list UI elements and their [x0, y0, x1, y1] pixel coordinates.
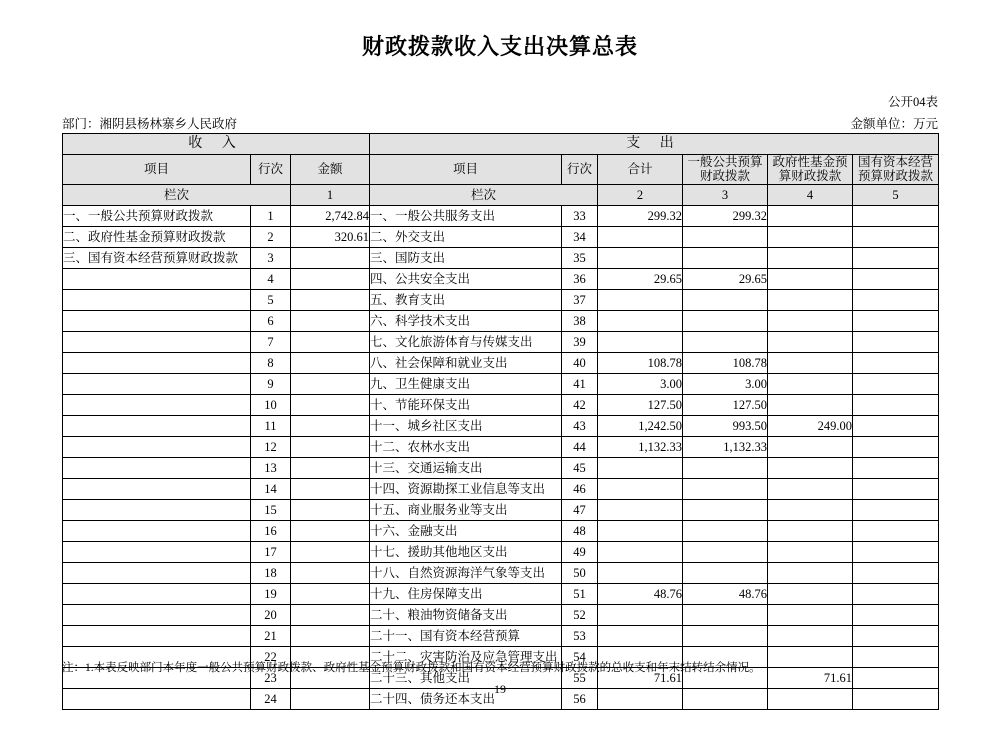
income-item-cell: 三、国有资本经营预算财政拨款 — [63, 247, 251, 268]
income-amount-cell — [291, 310, 370, 331]
expense-item-cell: 四、公共安全支出 — [370, 268, 562, 289]
expense-general-cell — [683, 226, 768, 247]
expense-capital-cell — [853, 541, 939, 562]
form-code: 公开04表 — [887, 95, 938, 109]
header-expense-capital: 国有资本经营预算财政拨款 — [853, 155, 939, 185]
income-item-cell — [63, 331, 251, 352]
income-amount-cell — [291, 625, 370, 646]
expense-general-cell — [683, 604, 768, 625]
expense-capital-cell — [853, 604, 939, 625]
expense-rownum-cell: 47 — [562, 499, 598, 520]
expense-total-cell — [598, 541, 683, 562]
table-row — [63, 247, 939, 268]
expense-fund-cell — [768, 520, 853, 541]
expense-general-cell: 127.50 — [683, 394, 768, 415]
income-rownum-cell: 19 — [251, 583, 291, 604]
income-rownum-cell: 1 — [251, 205, 291, 226]
expense-capital-cell — [853, 289, 939, 310]
expense-total-cell — [598, 247, 683, 268]
income-amount-cell — [291, 331, 370, 352]
expense-general-cell — [683, 310, 768, 331]
expense-total-cell: 1,132.33 — [598, 436, 683, 457]
income-item-cell — [63, 604, 251, 625]
income-item-cell — [63, 289, 251, 310]
expense-total-cell: 48.76 — [598, 583, 683, 604]
expense-item-cell: 六、科学技术支出 — [370, 310, 562, 331]
expense-rownum-cell: 34 — [562, 226, 598, 247]
expense-item-cell: 二十一、国有资本经营预算 — [370, 625, 562, 646]
document-page — [0, 30, 1000, 736]
income-item-cell: 一、一般公共预算财政拨款 — [63, 205, 251, 226]
expense-fund-cell: 249.00 — [768, 415, 853, 436]
income-column-number-1: 1 — [291, 184, 370, 205]
expense-capital-cell — [853, 646, 939, 667]
table-row — [63, 499, 939, 520]
header-expense-item: 项目 — [370, 155, 562, 185]
expense-total-cell — [598, 520, 683, 541]
income-amount-cell — [291, 268, 370, 289]
expense-general-cell — [683, 499, 768, 520]
expense-fund-cell — [768, 205, 853, 226]
table-row — [63, 373, 939, 394]
income-amount-cell — [291, 583, 370, 604]
expense-rownum-cell: 50 — [562, 562, 598, 583]
expense-rownum-cell: 41 — [562, 373, 598, 394]
income-amount-cell — [291, 247, 370, 268]
expense-total-cell — [598, 226, 683, 247]
table-row — [63, 310, 939, 331]
expense-rownum-cell: 56 — [562, 688, 598, 709]
expense-rownum-cell: 45 — [562, 457, 598, 478]
expense-column-number-3: 3 — [683, 184, 768, 205]
income-amount-cell — [291, 352, 370, 373]
expense-rownum-cell: 33 — [562, 205, 598, 226]
expense-fund-cell — [768, 604, 853, 625]
expense-total-cell — [598, 625, 683, 646]
expense-rownum-cell: 46 — [562, 478, 598, 499]
expense-item-cell: 二十四、债务还本支出 — [370, 688, 562, 709]
expense-rownum-cell: 35 — [562, 247, 598, 268]
expense-fund-cell: 71.61 — [768, 667, 853, 688]
header-income-item: 项目 — [63, 155, 251, 185]
income-item-cell — [63, 415, 251, 436]
expense-item-cell: 二、外交支出 — [370, 226, 562, 247]
expense-capital-cell — [853, 268, 939, 289]
income-rownum-cell: 14 — [251, 478, 291, 499]
page-title: 财政拨款收入支出决算总表 — [361, 34, 638, 59]
expense-item-cell: 七、文化旅游体育与传媒支出 — [370, 331, 562, 352]
page-number: 19 — [494, 682, 506, 696]
expense-fund-cell — [768, 331, 853, 352]
income-rownum-cell: 3 — [251, 247, 291, 268]
amount-unit-note: 金额单位：万元 — [850, 117, 938, 131]
expense-capital-cell — [853, 499, 939, 520]
expense-fund-cell — [768, 289, 853, 310]
expense-item-cell: 十二、农林水支出 — [370, 436, 562, 457]
expense-total-cell: 3.00 — [598, 373, 683, 394]
expense-fund-cell — [768, 436, 853, 457]
expense-general-cell: 299.32 — [683, 205, 768, 226]
expense-general-cell — [683, 478, 768, 499]
expense-item-cell: 十七、援助其他地区支出 — [370, 541, 562, 562]
income-item-cell — [63, 583, 251, 604]
expense-general-cell — [683, 562, 768, 583]
expense-capital-cell — [853, 562, 939, 583]
expense-total-cell — [598, 604, 683, 625]
expense-general-cell: 3.00 — [683, 373, 768, 394]
expense-fund-cell — [768, 583, 853, 604]
income-amount-cell — [291, 457, 370, 478]
expense-rownum-cell: 43 — [562, 415, 598, 436]
income-item-cell — [63, 310, 251, 331]
expense-item-cell: 十一、城乡社区支出 — [370, 415, 562, 436]
income-amount-cell — [291, 604, 370, 625]
expense-general-cell — [683, 247, 768, 268]
income-item-cell — [63, 436, 251, 457]
table-row — [63, 268, 939, 289]
table-group-header-row — [63, 134, 939, 155]
expense-capital-cell — [853, 625, 939, 646]
expense-fund-cell — [768, 562, 853, 583]
expense-rownum-cell: 38 — [562, 310, 598, 331]
table-row — [63, 289, 939, 310]
table-row — [63, 541, 939, 562]
expense-rownum-cell: 40 — [562, 352, 598, 373]
income-item-cell — [63, 457, 251, 478]
expense-capital-cell — [853, 415, 939, 436]
income-item-cell: 二、政府性基金预算财政拨款 — [63, 226, 251, 247]
income-rownum-cell: 11 — [251, 415, 291, 436]
expense-rownum-cell: 44 — [562, 436, 598, 457]
expense-total-cell — [598, 310, 683, 331]
expense-capital-cell — [853, 583, 939, 604]
expense-group-header: 支 出 — [370, 134, 939, 155]
expense-capital-cell — [853, 205, 939, 226]
expense-general-cell: 108.78 — [683, 352, 768, 373]
expense-rownum-cell: 55 — [562, 667, 598, 688]
financial-allocation-table — [62, 133, 939, 710]
expense-general-cell — [683, 331, 768, 352]
expense-fund-cell — [768, 268, 853, 289]
income-amount-cell — [291, 562, 370, 583]
expense-item-cell: 三、国防支出 — [370, 247, 562, 268]
income-amount-cell — [291, 415, 370, 436]
income-rownum-cell: 24 — [251, 688, 291, 709]
expense-total-cell: 1,242.50 — [598, 415, 683, 436]
income-amount-cell — [291, 289, 370, 310]
header-expense-general: 一般公共预算财政拨款 — [683, 155, 768, 185]
expense-rownum-cell: 42 — [562, 394, 598, 415]
income-amount-cell — [291, 394, 370, 415]
income-item-cell — [63, 562, 251, 583]
table-footnote: 注：1.本表反映部门本年度一般公共预算财政拨款、政府性基金预算财政拨款和国有资本经营预算财政拨款的总收支和年末结转结余情况。 — [62, 662, 761, 674]
income-item-cell — [63, 352, 251, 373]
income-amount-cell — [291, 478, 370, 499]
expense-total-cell: 29.65 — [598, 268, 683, 289]
table-row — [63, 604, 939, 625]
income-rownum-cell: 2 — [251, 226, 291, 247]
income-item-cell — [63, 541, 251, 562]
table-row — [63, 226, 939, 247]
expense-capital-cell — [853, 247, 939, 268]
expense-item-cell: 十九、住房保障支出 — [370, 583, 562, 604]
income-rownum-cell: 12 — [251, 436, 291, 457]
income-item-cell — [63, 478, 251, 499]
expense-total-cell: 299.32 — [598, 205, 683, 226]
header-income-rownum: 行次 — [251, 155, 291, 185]
income-amount-cell — [291, 436, 370, 457]
income-rownum-cell: 16 — [251, 520, 291, 541]
income-item-cell — [63, 394, 251, 415]
income-rownum-cell: 15 — [251, 499, 291, 520]
expense-capital-cell — [853, 520, 939, 541]
income-rownum-cell: 13 — [251, 457, 291, 478]
income-rownum-cell: 18 — [251, 562, 291, 583]
income-column-label: 栏次 — [63, 184, 291, 205]
table-row — [63, 457, 939, 478]
expense-fund-cell — [768, 352, 853, 373]
income-rownum-cell: 20 — [251, 604, 291, 625]
table-body — [63, 205, 939, 709]
expense-general-cell: 1,132.33 — [683, 436, 768, 457]
expense-item-cell: 二十二、灾害防治及应急管理支出 — [370, 646, 562, 667]
expense-item-cell: 一、一般公共服务支出 — [370, 205, 562, 226]
income-rownum-cell: 17 — [251, 541, 291, 562]
expense-capital-cell — [853, 436, 939, 457]
table-row — [63, 436, 939, 457]
expense-total-cell — [598, 289, 683, 310]
expense-rownum-cell: 49 — [562, 541, 598, 562]
table-column-number-row — [63, 184, 939, 205]
header-expense-fund: 政府性基金预算财政拨款 — [768, 155, 853, 185]
table-row — [63, 352, 939, 373]
expense-item-cell: 二十三、其他支出 — [370, 667, 562, 688]
expense-fund-cell — [768, 625, 853, 646]
expense-item-cell: 十四、资源勘探工业信息等支出 — [370, 478, 562, 499]
table-row — [63, 205, 939, 226]
expense-fund-cell — [768, 478, 853, 499]
expense-fund-cell — [768, 541, 853, 562]
expense-total-cell — [598, 457, 683, 478]
expense-rownum-cell: 48 — [562, 520, 598, 541]
income-rownum-cell: 23 — [251, 667, 291, 688]
expense-fund-cell — [768, 310, 853, 331]
income-item-cell — [63, 625, 251, 646]
income-rownum-cell: 21 — [251, 625, 291, 646]
expense-general-cell — [683, 520, 768, 541]
expense-fund-cell — [768, 247, 853, 268]
income-amount-cell — [291, 541, 370, 562]
expense-rownum-cell: 54 — [562, 646, 598, 667]
expense-column-number-4: 4 — [768, 184, 853, 205]
expense-column-number-2: 2 — [598, 184, 683, 205]
expense-total-cell: 127.50 — [598, 394, 683, 415]
table-row — [63, 625, 939, 646]
expense-capital-cell — [853, 394, 939, 415]
income-amount-cell: 320.61 — [291, 226, 370, 247]
expense-rownum-cell: 36 — [562, 268, 598, 289]
expense-fund-cell — [768, 373, 853, 394]
income-rownum-cell: 8 — [251, 352, 291, 373]
expense-rownum-cell: 52 — [562, 604, 598, 625]
expense-general-cell: 48.76 — [683, 583, 768, 604]
income-rownum-cell: 4 — [251, 268, 291, 289]
budget-table-wrapper — [62, 133, 938, 710]
expense-general-cell — [683, 541, 768, 562]
income-amount-cell — [291, 373, 370, 394]
income-rownum-cell: 7 — [251, 331, 291, 352]
expense-rownum-cell: 39 — [562, 331, 598, 352]
income-rownum-cell: 10 — [251, 394, 291, 415]
expense-fund-cell — [768, 226, 853, 247]
department-name: 部门：湘阴县杨林寨乡人民政府 — [62, 117, 238, 131]
expense-item-cell: 五、教育支出 — [370, 289, 562, 310]
expense-total-cell — [598, 478, 683, 499]
income-amount-cell — [291, 499, 370, 520]
expense-item-cell: 十六、金融支出 — [370, 520, 562, 541]
income-item-cell — [63, 373, 251, 394]
expense-general-cell — [683, 289, 768, 310]
table-row — [63, 520, 939, 541]
expense-fund-cell — [768, 457, 853, 478]
header-expense-total: 合计 — [598, 155, 683, 185]
income-rownum-cell: 5 — [251, 289, 291, 310]
income-rownum-cell: 22 — [251, 646, 291, 667]
table-row — [63, 331, 939, 352]
expense-item-cell: 十三、交通运输支出 — [370, 457, 562, 478]
table-row — [63, 478, 939, 499]
expense-capital-cell — [853, 331, 939, 352]
expense-item-cell: 十八、自然资源海洋气象等支出 — [370, 562, 562, 583]
income-amount-cell — [291, 520, 370, 541]
income-amount-cell: 2,742.84 — [291, 205, 370, 226]
expense-capital-cell — [853, 310, 939, 331]
table-row — [63, 415, 939, 436]
table-row — [63, 394, 939, 415]
table-row — [63, 583, 939, 604]
expense-total-cell — [598, 562, 683, 583]
income-group-header: 收 入 — [63, 134, 370, 155]
expense-total-cell — [598, 331, 683, 352]
expense-capital-cell — [853, 478, 939, 499]
expense-rownum-cell: 51 — [562, 583, 598, 604]
income-item-cell — [63, 499, 251, 520]
expense-item-cell: 八、社会保障和就业支出 — [370, 352, 562, 373]
expense-general-cell: 993.50 — [683, 415, 768, 436]
expense-general-cell — [683, 625, 768, 646]
expense-total-cell: 71.61 — [598, 667, 683, 688]
income-rownum-cell: 6 — [251, 310, 291, 331]
expense-capital-cell — [853, 373, 939, 394]
expense-rownum-cell: 37 — [562, 289, 598, 310]
income-item-cell — [63, 520, 251, 541]
expense-total-cell — [598, 499, 683, 520]
header-expense-rownum: 行次 — [562, 155, 598, 185]
expense-rownum-cell: 53 — [562, 625, 598, 646]
expense-fund-cell — [768, 394, 853, 415]
income-item-cell — [63, 268, 251, 289]
expense-fund-cell — [768, 646, 853, 667]
header-income-amount: 金额 — [291, 155, 370, 185]
expense-item-cell: 十、节能环保支出 — [370, 394, 562, 415]
expense-item-cell: 九、卫生健康支出 — [370, 373, 562, 394]
expense-item-cell: 二十、粮油物资储备支出 — [370, 604, 562, 625]
expense-capital-cell — [853, 352, 939, 373]
expense-column-label: 栏次 — [370, 184, 598, 205]
expense-general-cell: 29.65 — [683, 268, 768, 289]
expense-general-cell — [683, 457, 768, 478]
expense-total-cell: 108.78 — [598, 352, 683, 373]
expense-capital-cell — [853, 457, 939, 478]
income-rownum-cell: 9 — [251, 373, 291, 394]
expense-item-cell: 十五、商业服务业等支出 — [370, 499, 562, 520]
expense-column-number-5: 5 — [853, 184, 939, 205]
expense-capital-cell — [853, 226, 939, 247]
table-row — [63, 562, 939, 583]
expense-fund-cell — [768, 499, 853, 520]
